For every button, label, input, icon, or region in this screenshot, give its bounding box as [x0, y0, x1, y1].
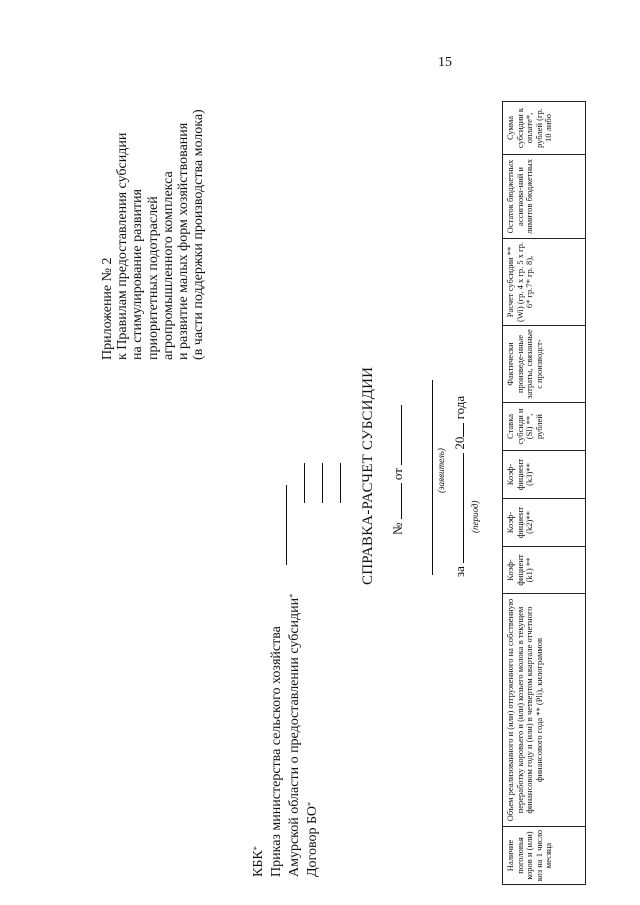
order-label: Амурской области о предоставлении субсидии [287, 597, 302, 877]
applicant-hint: (заявитель) [436, 448, 446, 493]
table-header-cell: Коэф-фициент (k2)** [503, 498, 585, 546]
year-prefix: 20 [452, 436, 467, 450]
appendix-line: приоритетных подотраслей [145, 196, 161, 360]
table-header-cell: Расчет субсидии ** (Wi) (гр. 4 х гр. 5 х гр. 6* гр.7* гр. 8), [503, 238, 585, 325]
footnote-mark: * [288, 593, 297, 598]
period-input-line[interactable] [463, 453, 464, 563]
for-label: за [452, 566, 467, 577]
header-fields [250, 594, 322, 877]
number-label: № [390, 522, 405, 535]
kbk-label: КБК [251, 850, 266, 877]
appendix-line: на стимулирование развития [130, 189, 146, 360]
contract-fill-line[interactable] [340, 463, 341, 503]
table-header-cell: Ставка субсиди и (Sl) **, рублей [503, 402, 585, 450]
year-suffix: года [452, 395, 467, 420]
kbk-fill-line[interactable] [286, 485, 287, 565]
order-row [268, 594, 286, 877]
page-number: 15 [438, 55, 452, 70]
year-input-line[interactable] [463, 423, 464, 437]
contract-label: Договор БО [305, 805, 320, 877]
appendix-line: Приложение № 2 [100, 257, 115, 360]
table-header-cell: Коэф-фициент (k1) ** [503, 546, 585, 593]
table-header-cell: Коэф-фициент (k3)** [503, 450, 585, 498]
order-row [286, 594, 304, 877]
footnote-mark: * [252, 846, 261, 851]
date-input-line[interactable] [401, 405, 402, 465]
footnote-mark: * [306, 801, 315, 806]
form-title: СПРАВКА-РАСЧЕТ СУБСИДИИ [360, 366, 376, 585]
period-hint: (период) [470, 500, 480, 533]
table-header-cell: Фактически произведе-нные затраты, связанные с производст- [503, 325, 585, 402]
table-header-cell: Остаток бюджетных ассигнова-ний и лимитов бюджетных [503, 154, 585, 238]
appendix-block [100, 109, 206, 360]
period-line [452, 396, 468, 577]
table-header-cell: Объем реализованного и (или) отгруженного на собственную переработку коровьего и (или) козьего молока в текущем финансовом году и (или) в четвертом квартале отчетного финансового года ** (Pli), килограммов [503, 593, 585, 826]
table-header-cell: Сумма субсидии к оплате*, рублей (гр. 10 либо [505, 107, 554, 149]
number-input-line[interactable] [401, 483, 402, 519]
table-header-cell: Наличие поголовья коров и (или) коз на 1 число месяца [503, 826, 585, 884]
order-fill-line[interactable] [322, 463, 323, 503]
kbk-row [250, 594, 268, 877]
contract-row [304, 594, 322, 877]
appendix-line: агропромышленного комплекса [160, 171, 176, 360]
number-line [390, 405, 406, 535]
applicant-input-line[interactable] [432, 380, 433, 575]
order-fill-line[interactable] [304, 463, 305, 503]
appendix-line: (в части поддержки производства молока) [191, 109, 207, 360]
calculation-table [502, 101, 586, 885]
appendix-line: и развитие малых форм хозяйствования [176, 122, 192, 360]
appendix-line: к Правилам предоставления субсидии [115, 132, 131, 360]
from-label: от [390, 468, 405, 481]
order-label: Приказ министерства сельского хозяйства [269, 626, 284, 877]
